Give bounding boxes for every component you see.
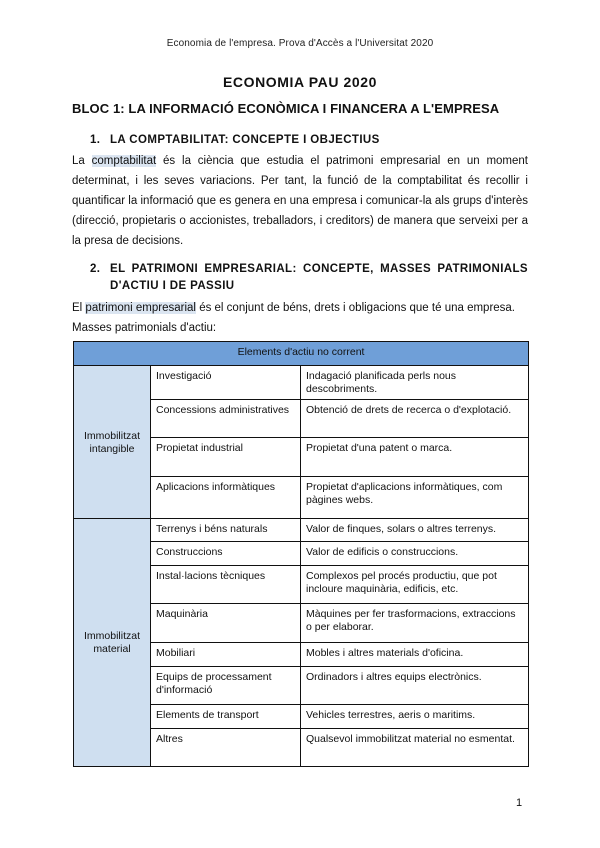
page-header: Economia de l'empresa. Prova d'Accès a l'Universitat 2020 [166, 38, 434, 49]
table-desc: Obtenció de drets de recerca o d'explotació. [301, 400, 529, 438]
section-2-paragraph [72, 298, 528, 318]
table-desc: Complexos pel procés productiu, que pot incloure maquinària, edificis, etc. [301, 566, 529, 604]
section-2-heading [90, 261, 528, 295]
bloc-title: BLOC 1: LA INFORMACIÓ ECONÒMICA I FINANCERA A L'EMPRESA [72, 101, 500, 116]
section-1-paragraph [72, 151, 528, 251]
section-2-number: 2. [90, 263, 101, 275]
table-desc: Propietat d'una patent o marca. [301, 438, 529, 477]
section-2-title-text: EL PATRIMONI EMPRESARIAL: CONCEPTE, MASSES PATRIMONIALS [110, 263, 528, 275]
table-item: Altres [151, 729, 301, 767]
paragraph-text: El [72, 302, 86, 314]
table-desc: Qualsevol immobilitzat material no esmentat. [301, 729, 529, 767]
section-1-title: LA COMPTABILITAT: CONCEPTE I OBJECTIUS [110, 134, 380, 146]
section-2-title-line-1 [90, 261, 528, 278]
highlighted-term: patrimoni empresarial [85, 302, 196, 314]
section-2-title-line-2: D'ACTIU I DE PASSIU [110, 280, 235, 292]
table-item: Concessions administratives [151, 400, 301, 438]
table-item: Maquinària [151, 604, 301, 643]
table-item: Aplicacions informàtiques [151, 477, 301, 519]
table-desc: Màquines per fer trasformacions, extraccions o per elaborar. [301, 604, 529, 643]
table-item: Construccions [151, 542, 301, 566]
table-desc: Vehicles terrestres, aeris o maritims. [301, 705, 529, 729]
page-number: 1 [516, 797, 523, 809]
paragraph-text: La [72, 155, 92, 167]
table-desc: Mobles i altres materials d'oficina. [301, 643, 529, 667]
table-desc: Valor de edificis o construccions. [301, 542, 529, 566]
table-header: Elements d'actiu no corrent [74, 342, 529, 366]
document-title: ECONOMIA PAU 2020 [222, 74, 378, 90]
table-item: Equips de processament d'informació [151, 667, 301, 705]
table-desc: Valor de finques, solars o altres terrenys. [301, 519, 529, 542]
paragraph-text: és la ciència que estudia el patrimoni empresarial en un moment determinat, i les seves variacions. Per tant, la funció de la comptabilitat és recollir i quantificar la informació que es genera en una empresa i comunicar-la als grups d'interès (direcció, propietaris o accionistes, treballadors, i creditors) de manera que serveixi per a la presa de decisions. [72, 155, 528, 247]
table-desc: Ordinadors i altres equips electrònics. [301, 667, 529, 705]
section-1-number: 1. [90, 134, 101, 146]
table-desc: Propietat d'aplicacions informàtiques, com pàgines webs. [301, 477, 529, 519]
section-1-heading [90, 134, 528, 146]
paragraph-text: és el conjunt de béns, drets i obligacions que té una empresa. [196, 302, 516, 314]
group-intangible: Immobilitzat intangible [74, 366, 151, 519]
table-desc: Indagació planificada perls nous descobriments. [301, 366, 529, 400]
masses-label: Masses patrimonials d'actiu: [72, 322, 217, 334]
table-item: Investigació [151, 366, 301, 400]
table-item: Instal·lacions tècniques [151, 566, 301, 604]
non-current-assets-table [73, 341, 529, 767]
table-item: Elements de transport [151, 705, 301, 729]
group-material: Immobilitzat material [74, 519, 151, 767]
table-item: Propietat industrial [151, 438, 301, 477]
highlighted-term: comptabilitat [91, 155, 157, 167]
table-item: Mobiliari [151, 643, 301, 667]
table-item: Terrenys i béns naturals [151, 519, 301, 542]
